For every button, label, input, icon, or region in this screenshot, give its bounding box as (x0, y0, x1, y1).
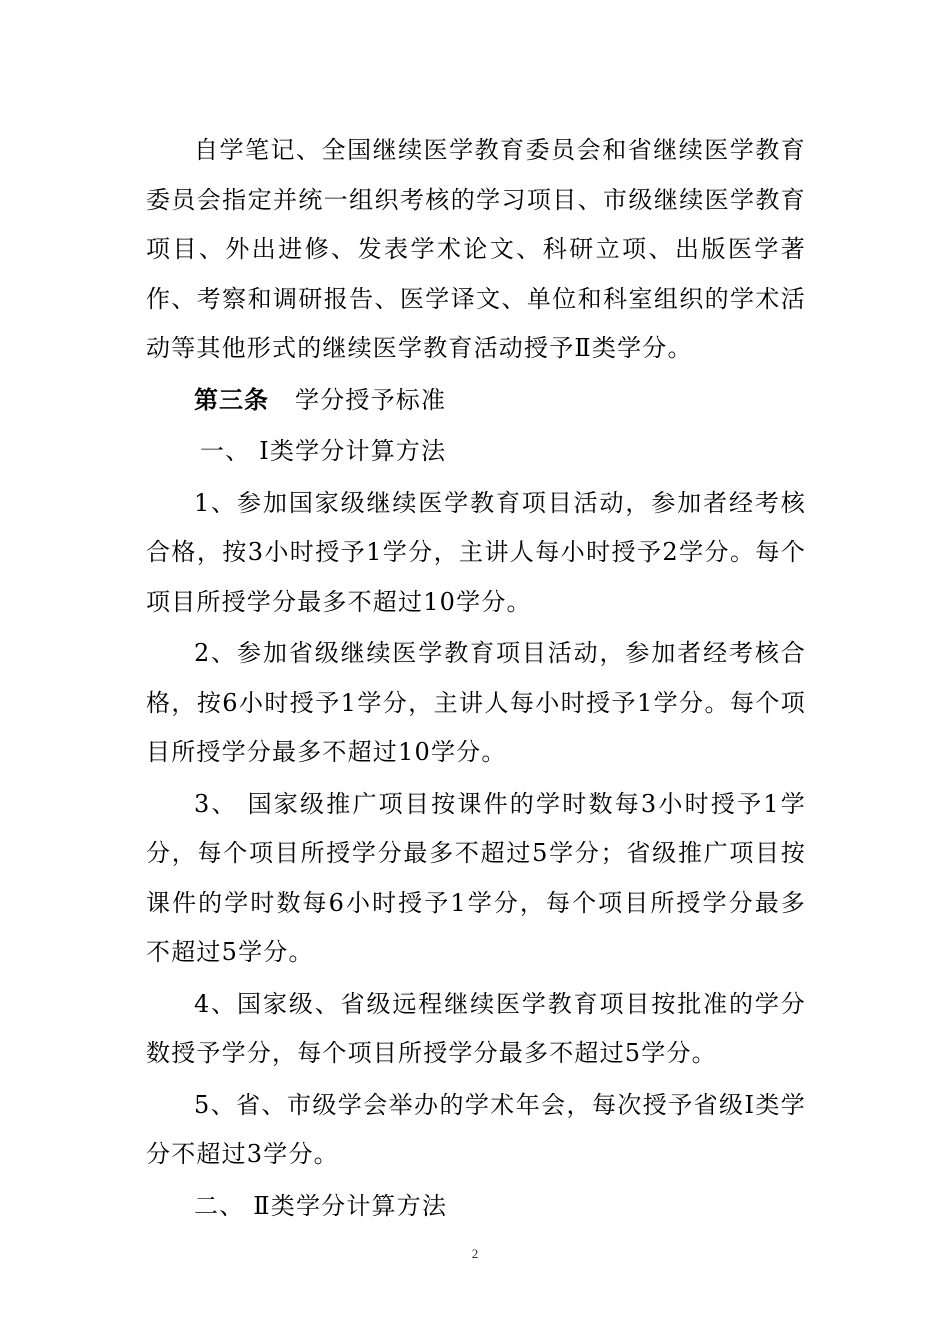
page-number: 2 (471, 1246, 479, 1261)
article-title: 学分授予标准 (295, 385, 447, 414)
article-heading (146, 376, 806, 426)
list-item-annual-meeting: 5、省、市级学会举办的学术年会，每次授予省级Ⅰ类学分不超过3学分。 (146, 1090, 806, 1168)
section-heading-class-ii: 二、 Ⅱ类学分计算方法 (194, 1191, 448, 1220)
section-heading-class-i: 一、 Ⅰ类学分计算方法 (200, 437, 447, 465)
article-number: 第三条 (194, 385, 269, 414)
list-item-promotion-project: 3、 国家级推广项目按课件的学时数每3小时授予1学分，每个项目所授学分最多不超过5学分；省级推广项目按课件的学时数每6小时授予1学分，每个项目所授学分最多不超过5学分。 (146, 789, 806, 966)
paragraph-credit-ii-activities: 自学笔记、全国继续医学教育委员会和省继续医学教育委员会指定并统一组织考核的学习项目、市级继续医学教育项目、外出进修、发表学术论文、科研立项、出版医学著作、考察和调研报告、医学译文、单位和科室组织的学术活动等其他形式的继续医学教育活动授予Ⅱ类学分。 (146, 136, 806, 362)
list-item-national-project: 1、参加国家级继续医学教育项目活动，参加者经考核合格，按3小时授予1学分，主讲人每小时授予2学分。每个项目所授学分最多不超过10学分。 (146, 488, 806, 616)
document-body (146, 126, 806, 1233)
list-item-provincial-project: 2、参加省级继续医学教育项目活动，参加者经考核合格，按6小时授予1学分，主讲人每小时授予1学分。每个项目所授学分最多不超过10学分。 (146, 639, 806, 766)
list-item-remote-project: 4、国家级、省级远程继续医学教育项目按批准的学分数授予学分，每个项目所授学分最多不超过5学分。 (146, 989, 806, 1067)
